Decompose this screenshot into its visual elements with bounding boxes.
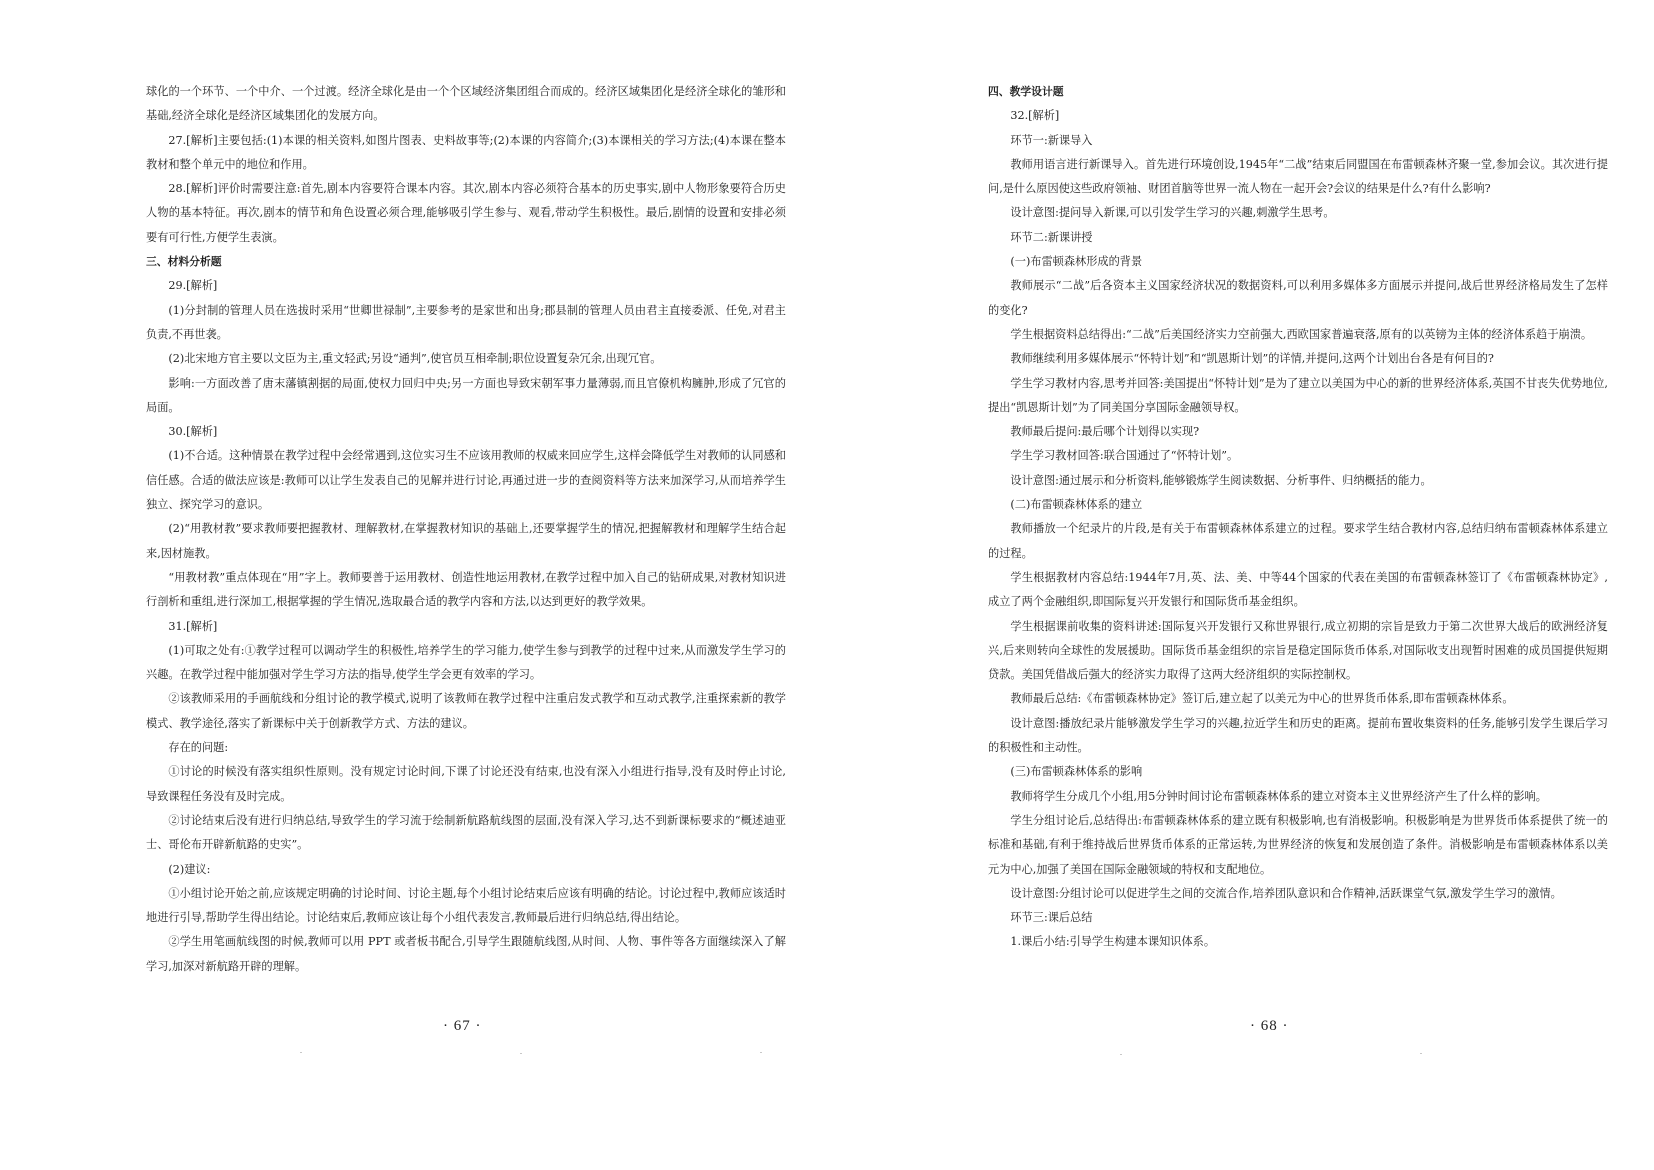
- paragraph: 学生学习教材回答:联合国通过了“怀特计划”。: [1010, 449, 1239, 463]
- paragraph: 球化的一个环节、一个中介、一个过渡。经济全球化是由一个个区域经济集团组合而成的。经济区域集团化是经济全球化的雏形和基础,经济全球化是经济区域集团化的发展方向。: [146, 85, 786, 123]
- right-page: [988, 80, 1608, 955]
- paragraph: (1)不合适。这种情景在教学过程中会经常遇到,这位实习生不应该用教师的权威来回应学生,这样会降低学生对教师的认同感和信任感。合适的做法应该是:教师可以让学生发表自己的见解并进行讨论,再通过进一步的查阅资料等方法来加深学习,从而培养学生独立、探究学习的意识。: [146, 449, 786, 512]
- item-label: (一)布雷顿森林形成的背景: [1010, 255, 1143, 269]
- paragraph: ②讨论结束后没有进行归纳总结,导致学生的学习流于绘制新航路航线图的层面,没有深入学习,达不到新课标要求的“概述迪亚士、哥伦布开辟新航路的史实”。: [146, 813, 786, 852]
- paragraph: ②该教师采用的手画航线和分组讨论的教学模式,说明了该教师在教学过程中注重启发式教学和互动式教学,注重探索新的教学模式、教学途径,落实了新课标中关于创新教学方式、方法的建议。: [146, 692, 786, 730]
- paragraph: 教师将学生分成几个小组,用5分钟时间讨论布雷顿森林体系的建立对资本主义世界经济产生了什么样的影响。: [1010, 789, 1547, 803]
- scan-speck: [760, 1052, 762, 1053]
- paragraph: (1)分封制的管理人员在选拔时采用“世卿世禄制”,主要参考的是家世和出身;郡县制的管理人员由君主直接委派、任免,对君主负责,不再世袭。: [146, 303, 786, 341]
- paragraph: (2)建议:: [168, 862, 211, 876]
- scan-speck: [1120, 1054, 1122, 1055]
- paragraph: 28.[解析]评价时需要注意:首先,剧本内容要符合课本内容。其次,剧本内容必须符合基本的历史事实,剧中人物形象要符合历史人物的基本特征。再次,剧本的情节和角色设置必须合理,能够吸引学生参与、观看,带动学生积极性。最后,剧情的设置和安排必须要有可行性,方便学生表演。: [146, 182, 786, 244]
- paragraph: (2)“用教材教”要求教师要把握教材、理解教材,在掌握教材知识的基础上,还要掌握学生的情况,把握解教材和理解学生结合起来,因材施教。: [146, 522, 786, 560]
- paragraph: 教师用语言进行新课导入。首先进行环境创设,1945年“二战”结束后同盟国在布雷顿森林齐聚一堂,参加会议。其次进行提问,是什么原因使这些政府领袖、财团首脑等世界一流人物在一起开会?会议的结果是什么?有什么影响?: [988, 157, 1608, 196]
- paragraph: 学生根据资料总结得出:“二战”后美国经济实力空前强大,西欧国家普遍衰落,原有的以英镑为主体的经济体系趋于崩溃。: [1010, 327, 1593, 341]
- scan-speck: [520, 1053, 522, 1054]
- paragraph: 教师最后提问:最后哪个计划得以实现?: [1010, 425, 1200, 439]
- left-page: [146, 80, 786, 979]
- item-label: 31.[解析]: [168, 619, 218, 633]
- section-heading: 三、材料分析题: [146, 255, 222, 269]
- paragraph: (1)可取之处有:①教学过程可以调动学生的积极性,培养学生的学习能力,使学生参与到教学的过程中过来,从而激发学生学习的兴趣。在教学过程中能加强对学生学习方法的指导,使学生学会更有效率的学习。: [146, 643, 786, 682]
- paragraph: 设计意图:通过展示和分析资料,能够锻炼学生阅读数据、分析事件、归纳概括的能力。: [1010, 473, 1432, 487]
- paragraph: 教师最后总结:《布雷顿森林协定》签订后,建立起了以美元为中心的世界货币体系,即布雷顿森林体系。: [1010, 692, 1514, 706]
- paragraph: 影响:一方面改善了唐末藩镇割据的局面,使权力回归中央;另一方面也导致宋朝军事力量薄弱,而且官僚机构臃肿,形成了冗官的局面。: [146, 376, 786, 414]
- paragraph: 学生根据课前收集的资料讲述:国际复兴开发银行又称世界银行,成立初期的宗旨是致力于第二次世界大战后的欧洲经济复兴,后来则转向全球性的发展援助。国际货币基金组织的宗旨是稳定国际货币体系,对国际收支出现暂时困难的成员国提供短期贷款。美国凭借战后强大的经济实力取得了这两大经济组织的实际控制权。: [988, 619, 1608, 682]
- item-label: 环节二:新课讲授: [1010, 230, 1093, 244]
- paragraph: “用教材教”重点体现在“用”字上。教师要善于运用教材、创造性地运用教材,在教学过程中加入自己的钻研成果,对教材知识进行剖析和重组,进行深加工,根据掌握的学生情况,选取最合适的教学内容和方法,以达到更好的教学效果。: [146, 570, 786, 609]
- paragraph: 教师展示“二战”后各资本主义国家经济状况的数据资料,可以利用多媒体多方面展示并提问,战后世界经济格局发生了怎样的变化?: [988, 279, 1608, 317]
- item-label: (三)布雷顿森林体系的影响: [1010, 765, 1143, 779]
- scan-speck: [1420, 1053, 1422, 1054]
- paragraph: ①小组讨论开始之前,应该规定明确的讨论时间、讨论主题,每个小组讨论结束后应该有明确的结论。讨论过程中,教师应该适时地进行引导,帮助学生得出结论。讨论结束后,教师应该让每个小组代表发言,教师最后进行归纳总结,得出结论。: [146, 886, 786, 925]
- item-label: (二)布雷顿森林体系的建立: [1010, 498, 1143, 512]
- paragraph: 学生学习教材内容,思考并回答:美国提出“怀特计划”是为了建立以美国为中心的新的世界经济体系,英国不甘丧失优势地位,提出“凯恩斯计划”为了同美国分享国际金融领导权。: [988, 376, 1608, 414]
- paragraph: 教师播放一个纪录片的片段,是有关于布雷顿森林体系建立的过程。要求学生结合教材内容,总结归纳布雷顿森林体系建立的过程。: [988, 522, 1608, 560]
- paragraph: 1.课后小结:引导学生构建本课知识体系。: [1010, 935, 1216, 949]
- item-label: 30.[解析]: [168, 425, 218, 439]
- item-label: 环节一:新课导入: [1010, 133, 1093, 147]
- paragraph: (2)北宋地方官主要以文臣为主,重文轻武;另设“通判”,使官员互相牵制;职位设置复杂冗余,出现冗官。: [168, 352, 662, 366]
- paragraph: 设计意图:分组讨论可以促进学生之间的交流合作,培养团队意识和合作精神,活跃课堂气氛,激发学生学习的激情。: [1010, 886, 1562, 900]
- page-number-left: · 67 ·: [443, 1018, 482, 1034]
- item-label: 29.[解析]: [168, 279, 218, 293]
- paragraph: ②学生用笔画航线图的时候,教师可以用 PPT 或者板书配合,引导学生跟随航线图,从时间、人物、事件等各方面继续深入了解学习,加深对新航路开辟的理解。: [146, 935, 786, 973]
- paragraph: 学生根据教材内容总结:1944年7月,英、法、美、中等44个国家的代表在美国的布雷顿森林签订了《布雷顿森林协定》,成立了两个金融组织,即国际复兴开发银行和国际货币基金组织。: [988, 570, 1608, 609]
- paragraph: 教师继续利用多媒体展示“怀特计划”和“凯恩斯计划”的详情,并提问,这两个计划出台各是有何目的?: [1010, 352, 1494, 366]
- item-label: 环节三:课后总结: [1010, 911, 1093, 925]
- paragraph: 存在的问题:: [168, 741, 229, 755]
- paragraph: ①讨论的时候没有落实组织性原则。没有规定讨论时间,下课了讨论还没有结束,也没有深入小组进行指导,没有及时停止讨论,导致课程任务没有及时完成。: [146, 765, 786, 803]
- paragraph: 27.[解析]主要包括:(1)本课的相关资料,如图片图表、史料故事等;(2)本课的内容简介;(3)本课相关的学习方法;(4)本课在整本教材和整个单元中的地位和作用。: [146, 133, 786, 171]
- item-label: 32.[解析]: [1010, 109, 1060, 123]
- paragraph: 设计意图:提问导入新课,可以引发学生学习的兴趣,刺激学生思考。: [1010, 206, 1335, 220]
- section-heading: 四、教学设计题: [988, 85, 1064, 98]
- scan-speck: [300, 1052, 302, 1053]
- paragraph: 设计意图:播放纪录片能够激发学生学习的兴趣,拉近学生和历史的距离。提前布置收集资料的任务,能够引发学生课后学习的积极性和主动性。: [988, 716, 1608, 755]
- paragraph: 学生分组讨论后,总结得出:布雷顿森林体系的建立既有积极影响,也有消极影响。积极影响是为世界货币体系提供了统一的标准和基础,有利于维持战后世界货币体系的正常运转,为世界经济的恢复和发展创造了条件。消极影响是布雷顿森林体系以美元为中心,加强了美国在国际金融领域的特权和支配地位。: [988, 813, 1608, 876]
- page-number-right: · 68 ·: [1250, 1018, 1289, 1034]
